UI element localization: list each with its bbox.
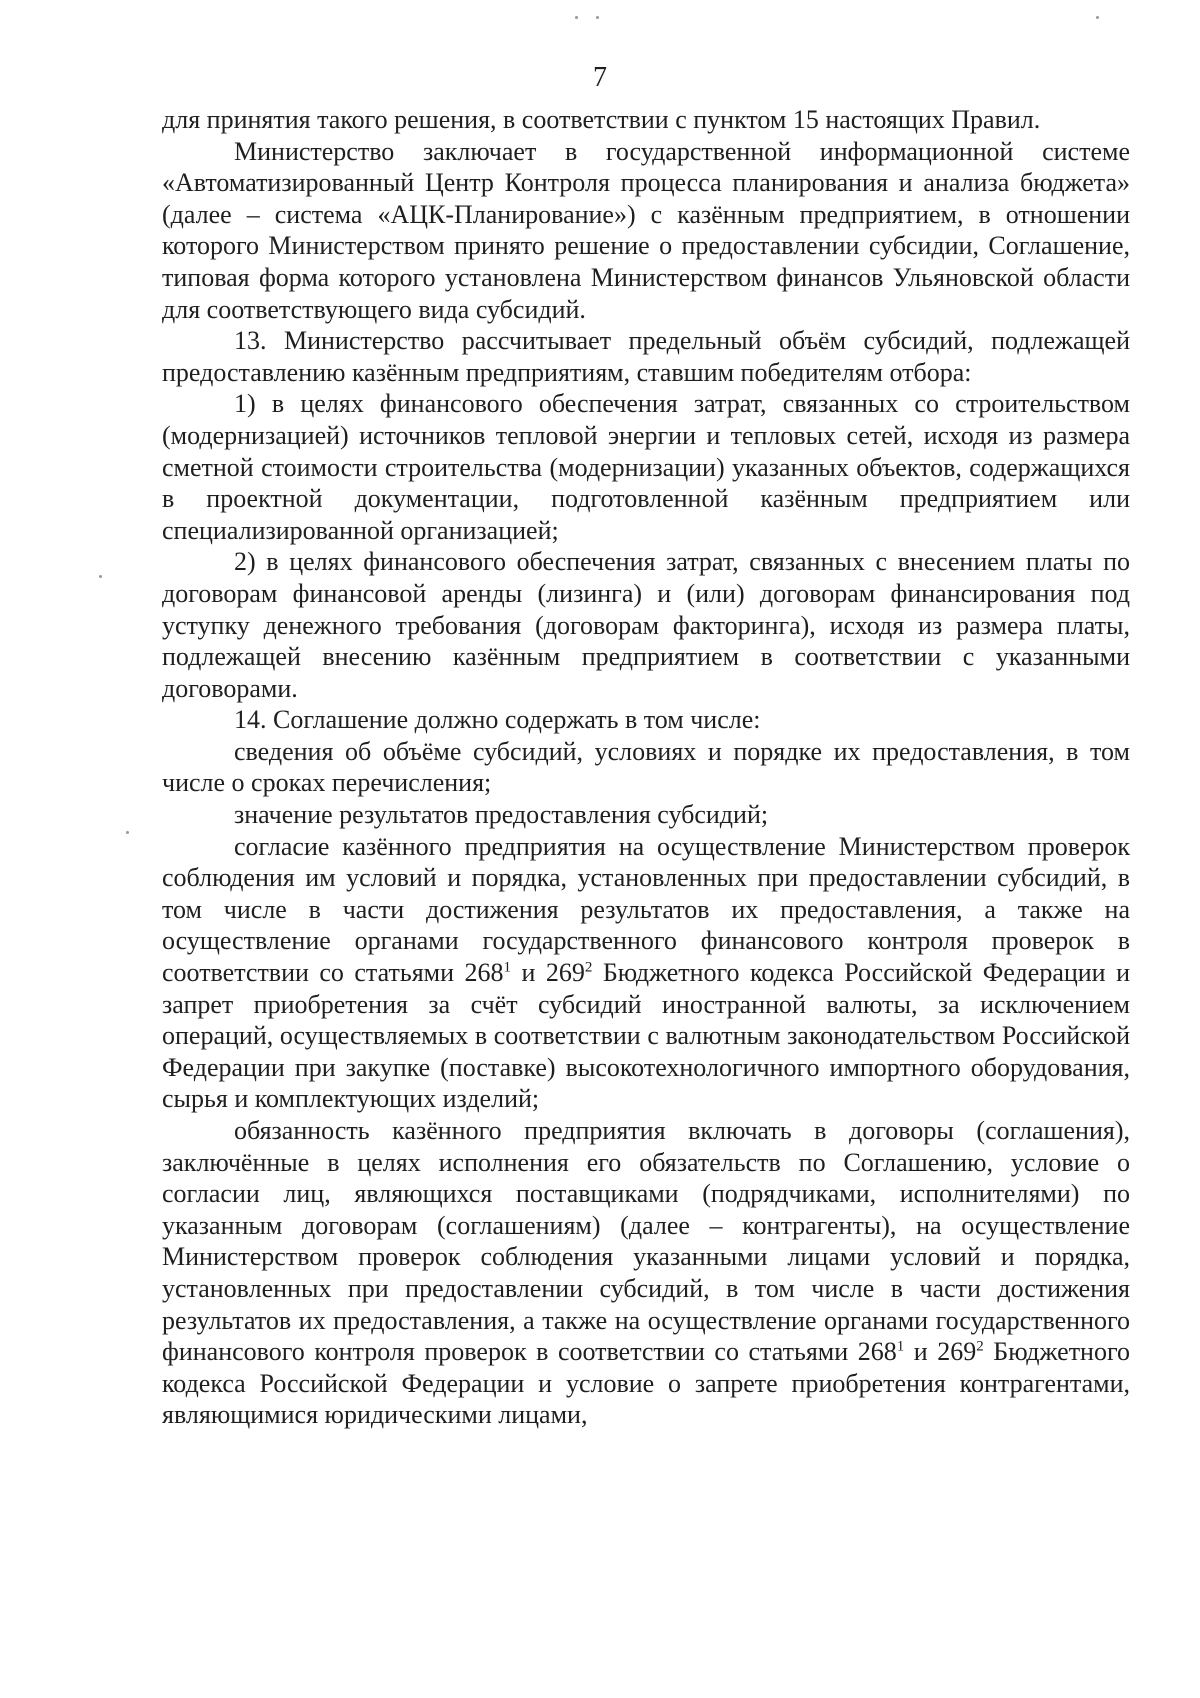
paragraph-14: 14. Соглашение должно содержать в том числе: bbox=[234, 705, 761, 735]
scan-speck bbox=[99, 575, 102, 578]
text-run: и 269 bbox=[511, 958, 585, 988]
list-item-14-obligation bbox=[162, 1115, 1130, 1431]
text-run: и 269 bbox=[904, 1337, 977, 1367]
paragraph-agreement-conclusion: Министерство заключает в государственной информационной системе «Автоматизированный Центр Контроля процесса планирования и анализа бюджета» (далее – система «АЦК-Планирование») с казённым предприятием, в отношении которого Министерством принято решение о предоставлении субсидии, Соглашение, типовая форма которого установлена Министерством финансов Ульяновской области для соответствующего вида субсидий. bbox=[162, 136, 1130, 324]
superscript: 1 bbox=[896, 1338, 905, 1355]
text-run: согласие казённого предприятия на осуществление Министерством проверок соблюдения им условий и порядка, установленных при предоставлении субсидий, в том числе в части достижения результатов их предоставления, а также на осуществление органами государственного финансового контроля проверок в соответствии со статьями 268 bbox=[162, 831, 1130, 988]
list-item-13-2: 2) в целях финансового обеспечения затрат, связанных с внесением платы по договорам финансовой аренды (лизинга) и (или) договорам финансирования под уступку денежного требования (договорам факторинга), исходя из размера платы, подлежащей внесению казённым предприятием в соответствии с указанными договорами. bbox=[162, 547, 1130, 703]
paragraph-continuation: для принятия такого решения, в соответствии с пунктом 15 настоящих Правил. bbox=[162, 105, 1041, 134]
paragraph-13: 13. Министерство рассчитывает предельный объём субсидий, подлежащей предоставлению казённым предприятиям, ставшим победителям отбора: bbox=[162, 326, 1130, 387]
scan-speck bbox=[575, 16, 578, 19]
scan-speck bbox=[1096, 16, 1099, 19]
superscript: 1 bbox=[503, 959, 511, 976]
list-item-13-1: 1) в целях финансового обеспечения затрат, связанных со строительством (модернизацией) источников тепловой энергии и тепловых сетей, исходя из размера сметной стоимости строительства (модернизации) указанных объектов, содержащихся в проектной документации, подготовленной казённым предприятием или специализированной организацией; bbox=[162, 389, 1130, 545]
page-number: 7 bbox=[593, 62, 607, 93]
text-run: Бюджетного кодекса Российской Федерации и условие о запрете приобретения контрагентами, являющимися юридическими лицами, bbox=[162, 1337, 1130, 1430]
superscript: 2 bbox=[584, 959, 593, 976]
text-run: Бюджетного кодекса Российской Федерации и запрет приобретения за счёт субсидий иностранной валюты, за исключением операций, осуществляемых в соответствии с валютным законодательством Российской Федерации при закупке (поставке) высокотехнологичного импортного оборудования, сырья и комплектующих изделий; bbox=[162, 958, 1130, 1114]
list-item-14-results: значение результатов предоставления субсидий; bbox=[234, 800, 769, 830]
scan-speck bbox=[126, 831, 129, 834]
list-item-14-consent bbox=[162, 831, 1130, 1115]
scan-speck bbox=[596, 16, 599, 19]
list-item-14-volume: сведения об объёме субсидий, условиях и порядке их предоставления, в том числе о сроках перечисления; bbox=[162, 736, 1130, 798]
document-body bbox=[162, 104, 1130, 1431]
superscript: 2 bbox=[976, 1338, 984, 1355]
text-run: обязанность казённого предприятия включать в договоры (соглашения), заключённые в целях исполнения его обязательств по Соглашению, условие о согласии лиц, являющихся поставщиками (подрядчиками, исполнителями) по указанным договорам (соглашениям) (далее – контрагенты), на осуществление Министерством проверок соблюдения указанными лицами условий и порядка, установленных при предоставлении субсидий, в том числе в части достижения результатов их предоставления, а также на осуществление органами государственного финансового контроля проверок в соответствии со статьями 268 bbox=[162, 1116, 1130, 1367]
